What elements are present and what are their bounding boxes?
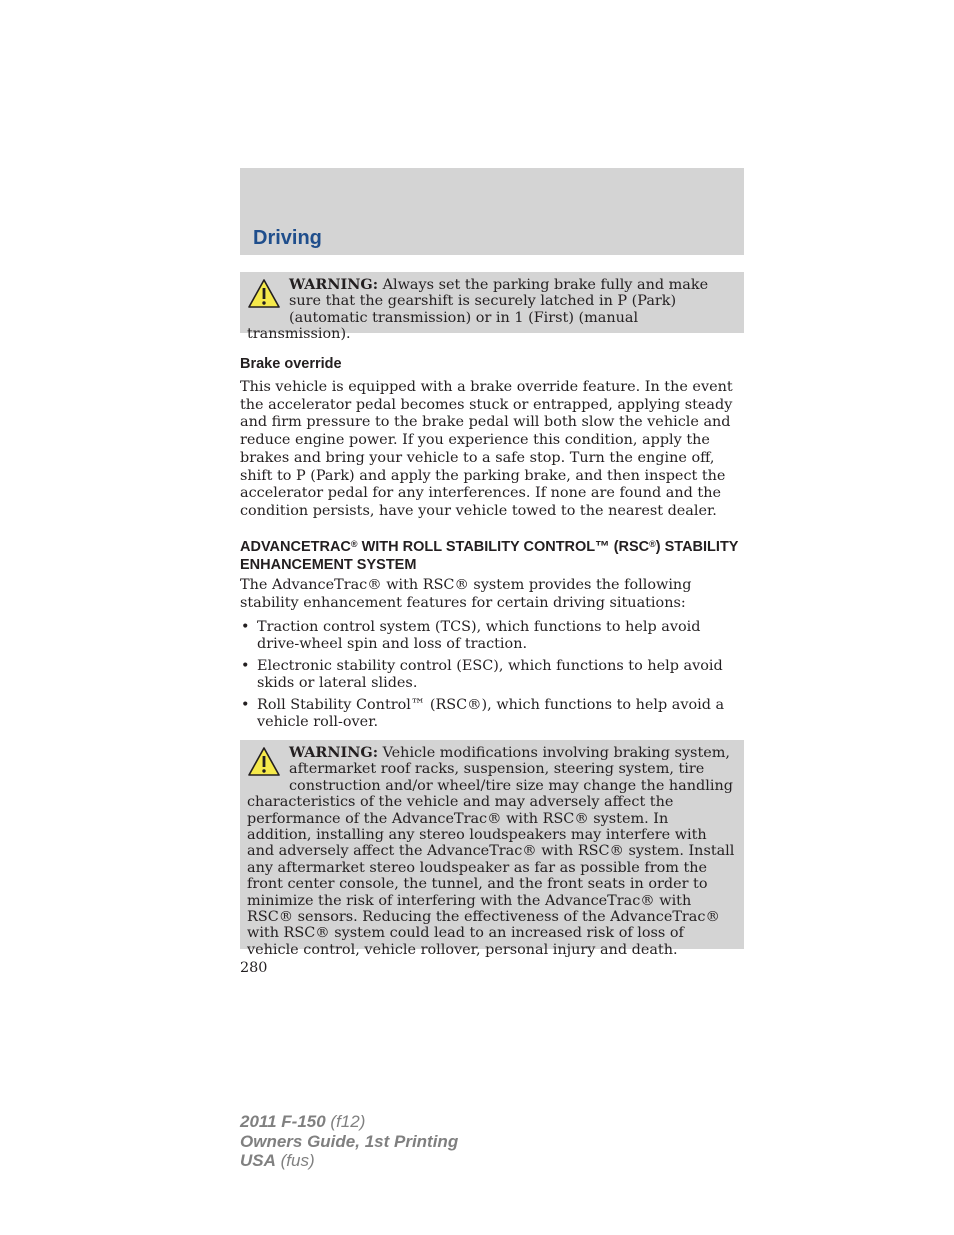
page-number: 280 bbox=[240, 960, 268, 976]
section-title: Driving bbox=[253, 227, 322, 249]
advancetrac-intro: The AdvanceTrac® with RSC® system provides the following stability enhancement features for certain driving situations: bbox=[240, 577, 692, 611]
brake-override-body: This vehicle is equipped with a brake override feature. In the event the accelerator pedal becomes stuck or entrapped, applying steady and firm pressure to the brake pedal will both slow the vehicle and reduce engine power. If you experience this condition, apply the brakes and bring your vehicle to a safe stop. Turn the engine off, shift to P (Park) and apply the parking brake, and then inspect the accelerator pedal for any interferences. If none are found and the condition persists, have your vehicle towed to the nearest dealer. bbox=[240, 379, 733, 519]
list-item: • Electronic stability control (ESC), which functions to help avoid skids or lateral slides. bbox=[240, 658, 744, 691]
warning-triangle-icon bbox=[247, 745, 281, 779]
warning-triangle-icon bbox=[247, 277, 281, 311]
footer-publication-info: 2011 F-150 (f12) Owners Guide, 1st Printing USA (fus) bbox=[240, 1112, 459, 1170]
warning-box-parking-brake bbox=[240, 272, 744, 343]
stability-features-list bbox=[240, 619, 744, 736]
list-item: • Traction control system (TCS), which functions to help avoid drive-wheel spin and loss of traction. bbox=[240, 619, 744, 652]
list-item: • Roll Stability Control™ (RSC®), which functions to help avoid a vehicle roll-over. bbox=[240, 697, 744, 730]
warning-label: WARNING: bbox=[289, 744, 379, 761]
warning-box-vehicle-modifications bbox=[240, 740, 744, 958]
advancetrac-heading: ADVANCETRAC® WITH ROLL STABILITY CONTROL™ (RSC®) STABILITY ENHANCEMENT SYSTEM bbox=[240, 539, 739, 573]
warning-text: Always set the parking brake fully and make sure that the gearshift is securely latched in P (Park) (automatic transmission) or in 1 (First) (manual transmission). bbox=[247, 277, 709, 343]
brake-override-heading: Brake override bbox=[240, 356, 342, 372]
warning-label: WARNING: bbox=[289, 276, 379, 293]
warning-text: Vehicle modifications involving braking system, aftermarket roof racks, suspension, steering system, tire construction and/or wheel/tire size may change the handling characteristics of the vehicle and may adversely affect the performance of the AdvanceTrac® with RSC® system. In addition, installing any stereo loudspeakers may interfere with and adversely affect the AdvanceTrac® with RSC® system. Install any aftermarket stereo loudspeaker as far as possible from the front center console, the tunnel, and the front seats in order to minimize the risk of interfering with the AdvanceTrac® with RSC® sensors. Reducing the effectiveness of the AdvanceTrac® with RSC® system could lead to an increased risk of loss of vehicle control, vehicle rollover, personal injury and death. bbox=[247, 745, 735, 958]
